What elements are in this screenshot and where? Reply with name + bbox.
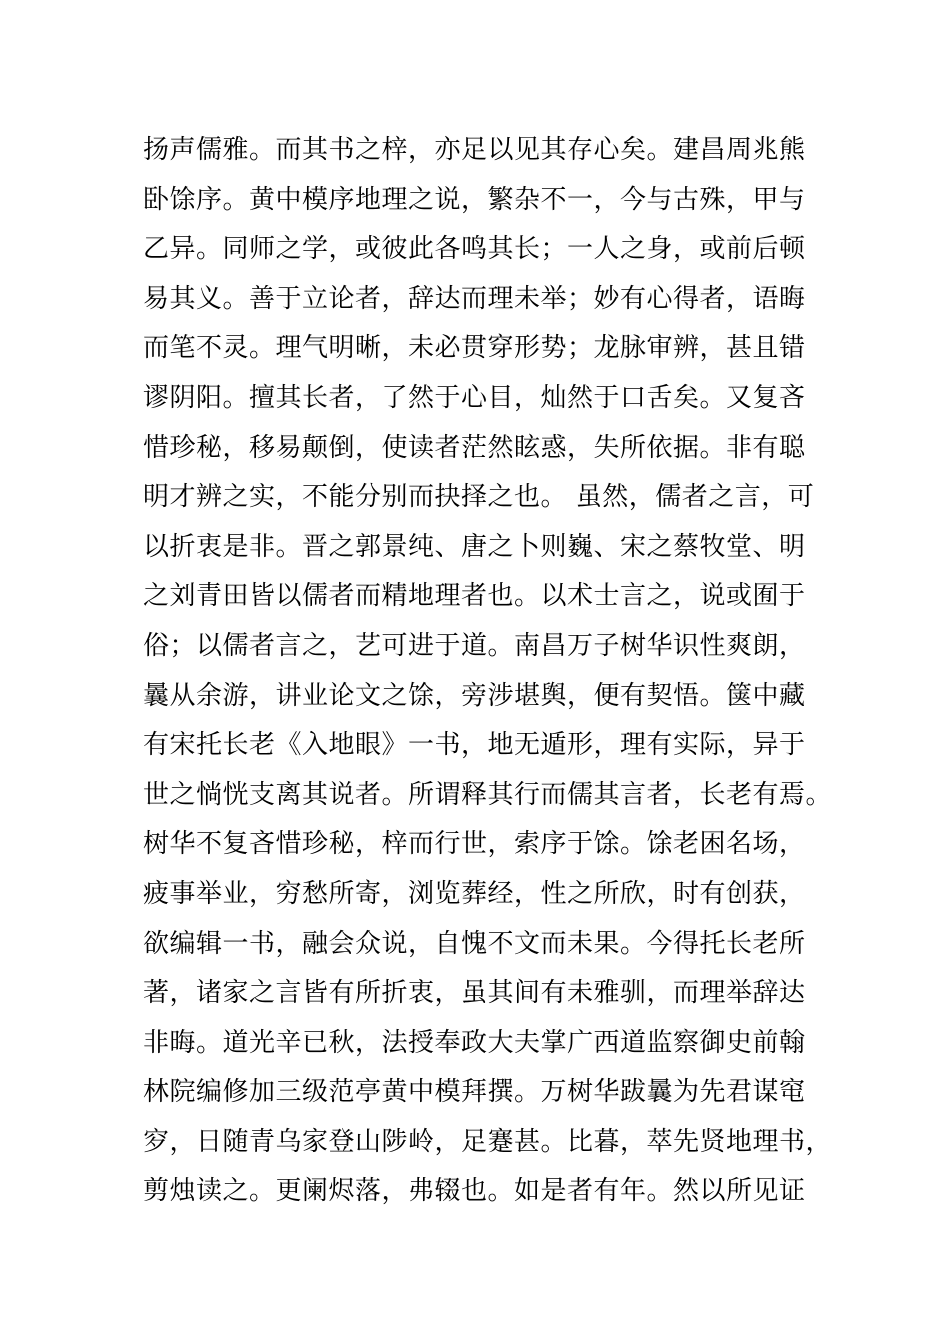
text-line: 剪烛读之。更阑烬落，弗辍也。如是者有年。然以所见证: [143, 1176, 806, 1207]
text-line: 乙异。同师之学，或彼此各鸣其长；一人之身，或前后顿: [143, 234, 806, 265]
text-line: 林院编修加三级范亭黄中模拜撰。万树华跋曩为先君谋窀: [143, 1077, 806, 1108]
text-line: 树华不复吝惜珍秘，梓而行世，索序于馀。馀老困名场，: [143, 829, 806, 860]
text-line: 有宋托长老《入地眼》一书，地无遁形，理有实际，异于: [143, 730, 806, 761]
text-line: 世之惝恍支离其说者。所谓释其行而儒其言者，长老有焉。: [143, 779, 833, 810]
text-line: 明才辨之实，不能分别而抉择之也。 虽然，儒者之言，可: [143, 482, 815, 513]
text-line: 惜珍秘，移易颠倒，使读者茫然眩惑，失所依据。非有聪: [143, 432, 806, 463]
text-line: 著，诸家之言皆有所折衷，虽其间有未雅驯，而理举辞达: [143, 978, 806, 1009]
text-line: 之刘青田皆以儒者而精地理者也。以术士言之，说或囿于: [143, 581, 806, 612]
text-line: 卧馀序。黄中模序地理之说，繁杂不一，今与古殊，甲与: [143, 184, 806, 215]
body-text: [143, 126, 833, 1217]
text-line: 扬声儒雅。而其书之梓，亦足以见其存心矣。建昌周兆熊: [143, 135, 806, 165]
text-line: 欲编辑一书，融会众说，自愧不文而未果。今得托长老所: [143, 928, 806, 959]
text-line: 非晦。道光辛已秋，法授奉政大夫掌广西道监察御史前翰: [143, 1027, 806, 1058]
text-line: 以折衷是非。晋之郭景纯、唐之卜则巍、宋之蔡牧堂、明: [143, 531, 806, 562]
text-line: 而笔不灵。理气明晰，未必贯穿形势；龙脉审辨，甚且错: [143, 333, 806, 364]
text-line: 俗；以儒者言之，艺可进于道。南昌万子树华识性爽朗，: [143, 630, 806, 661]
text-line: 曩从余游，讲业论文之馀，旁涉堪舆，便有契悟。箧中藏: [143, 680, 806, 711]
text-line: 穸，日随青乌家登山陟岭，足蹇甚。比暮，萃先贤地理书，: [143, 1126, 833, 1157]
text-line: 疲事举业，穷愁所寄，浏览葬经，性之所欣，时有创获，: [143, 878, 806, 909]
text-line: 谬阴阳。擅其长者，了然于心目，灿然于口舌矣。又复吝: [143, 382, 806, 413]
text-line: 易其义。善于立论者，辞达而理未举；妙有心得者，语晦: [143, 283, 806, 314]
